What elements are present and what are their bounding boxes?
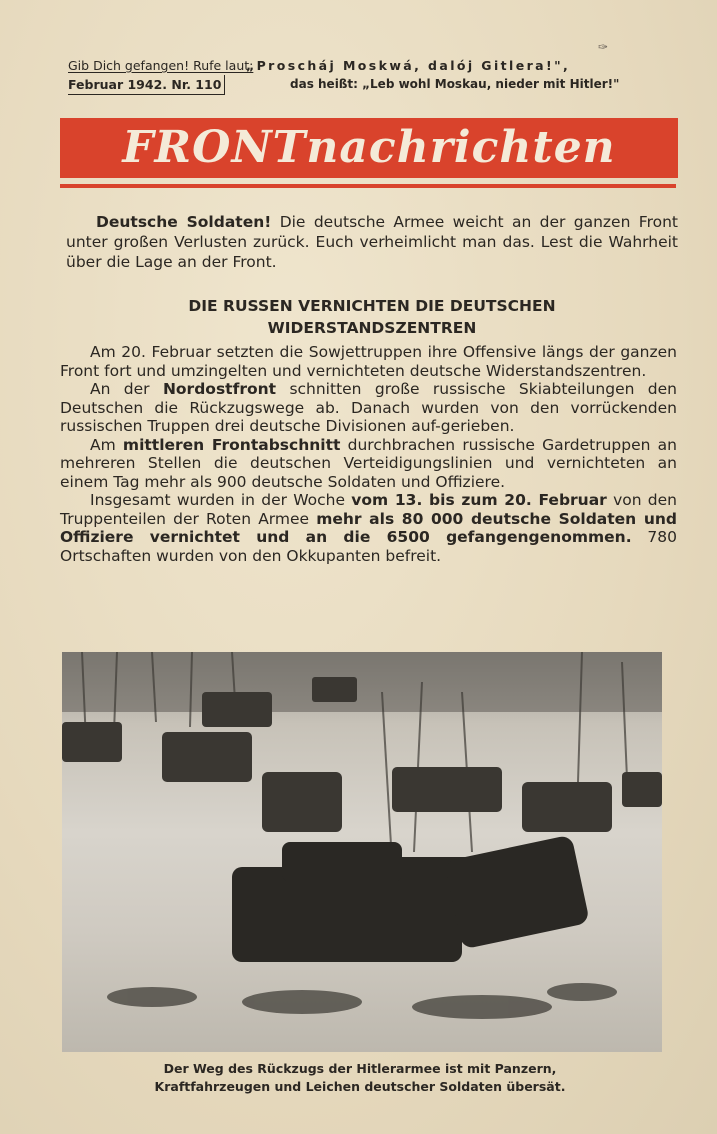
front-name: Nordostfront: [162, 380, 277, 398]
intro-salutation: Deutsche Soldaten!: [96, 213, 272, 231]
caption-line-1: Der Weg des Rückzugs der Hitlerarmee ist mit Panzern,: [163, 1061, 557, 1076]
photo-illustration: [62, 652, 662, 1052]
paragraph-4: Insgesamt wurden in der Woche vom 13. bis zum 20. Februar von den Truppenteilen der Roten Armee mehr als 80 000 deutsche Soldaten und Offiziere vernichtet und an die 6500 gefangengenommen. 780 Ortschaften wurden von den Okkupanten befreit.: [60, 491, 677, 565]
headline-line-2: WIDERSTANDSZENTREN: [267, 319, 477, 337]
issue-date-number: Februar 1942. Nr. 110: [68, 75, 225, 95]
date-range: vom 13. bis zum 20. Februar: [351, 491, 607, 509]
phrase-translation: das heißt: „Leb wohl Moskau, nieder mit Hitler!": [290, 77, 620, 91]
paragraph-1: Am 20. Februar setzten die Sowjettruppen ihre Offensive längs der ganzen Front fort und umzingelten und vernichteten deutsche Widerstandszentren.: [60, 343, 677, 380]
paragraph-2: An der Nordostfront schnitten große russische Skiabteilungen den Deutschen die Rückzugswege ab. Danach wurden von den vorrückenden russischen Truppen drei deutsche Divisionen auf-gerieben.: [60, 380, 678, 435]
header-left: [68, 56, 253, 95]
paragraph-3: Am mittleren Frontabschnitt durchbrachen russische Gardetruppen an mehreren Stellen die deutschen Verteidigungslinien und vernichteten an einem Tag mehr als 900 deutsche Soldaten und Offiziere.: [60, 435, 677, 491]
russian-phrase: „Proscháj Moskwá, dalój Gitlera!",: [246, 58, 571, 73]
pen-mark-icon: ✑: [598, 40, 609, 54]
masthead-title: FRONTnachrichten: [122, 122, 616, 173]
article-body: [60, 343, 677, 565]
headline-line-1: DIE RUSSEN VERNICHTEN DIE DEUTSCHEN: [188, 297, 556, 315]
surrender-instruction: Gib Dich gefangen! Rufe laut:: [68, 58, 254, 73]
header-right: [246, 56, 682, 94]
war-photograph: [62, 652, 662, 1052]
casualty-figures: mehr als 80 000 deutsche Soldaten und Offiziere vernichtet und an die 6500 gefangengenommen.: [60, 509, 677, 546]
article-headline: [100, 295, 644, 339]
photo-caption: [90, 1060, 630, 1096]
intro-paragraph: [66, 212, 678, 272]
masthead-rule: [60, 184, 676, 188]
caption-line-2: Kraftfahrzeugen und Leichen deutscher Soldaten übersät.: [154, 1079, 566, 1094]
front-name: mittleren Frontabschnitt: [122, 435, 341, 454]
intro-text: Die deutsche Armee weicht an der ganzen Front unter großen Verlusten zurück. Euch verheimlicht man das. Lest die Wahrheit über die Lage an der Front.: [66, 213, 678, 271]
